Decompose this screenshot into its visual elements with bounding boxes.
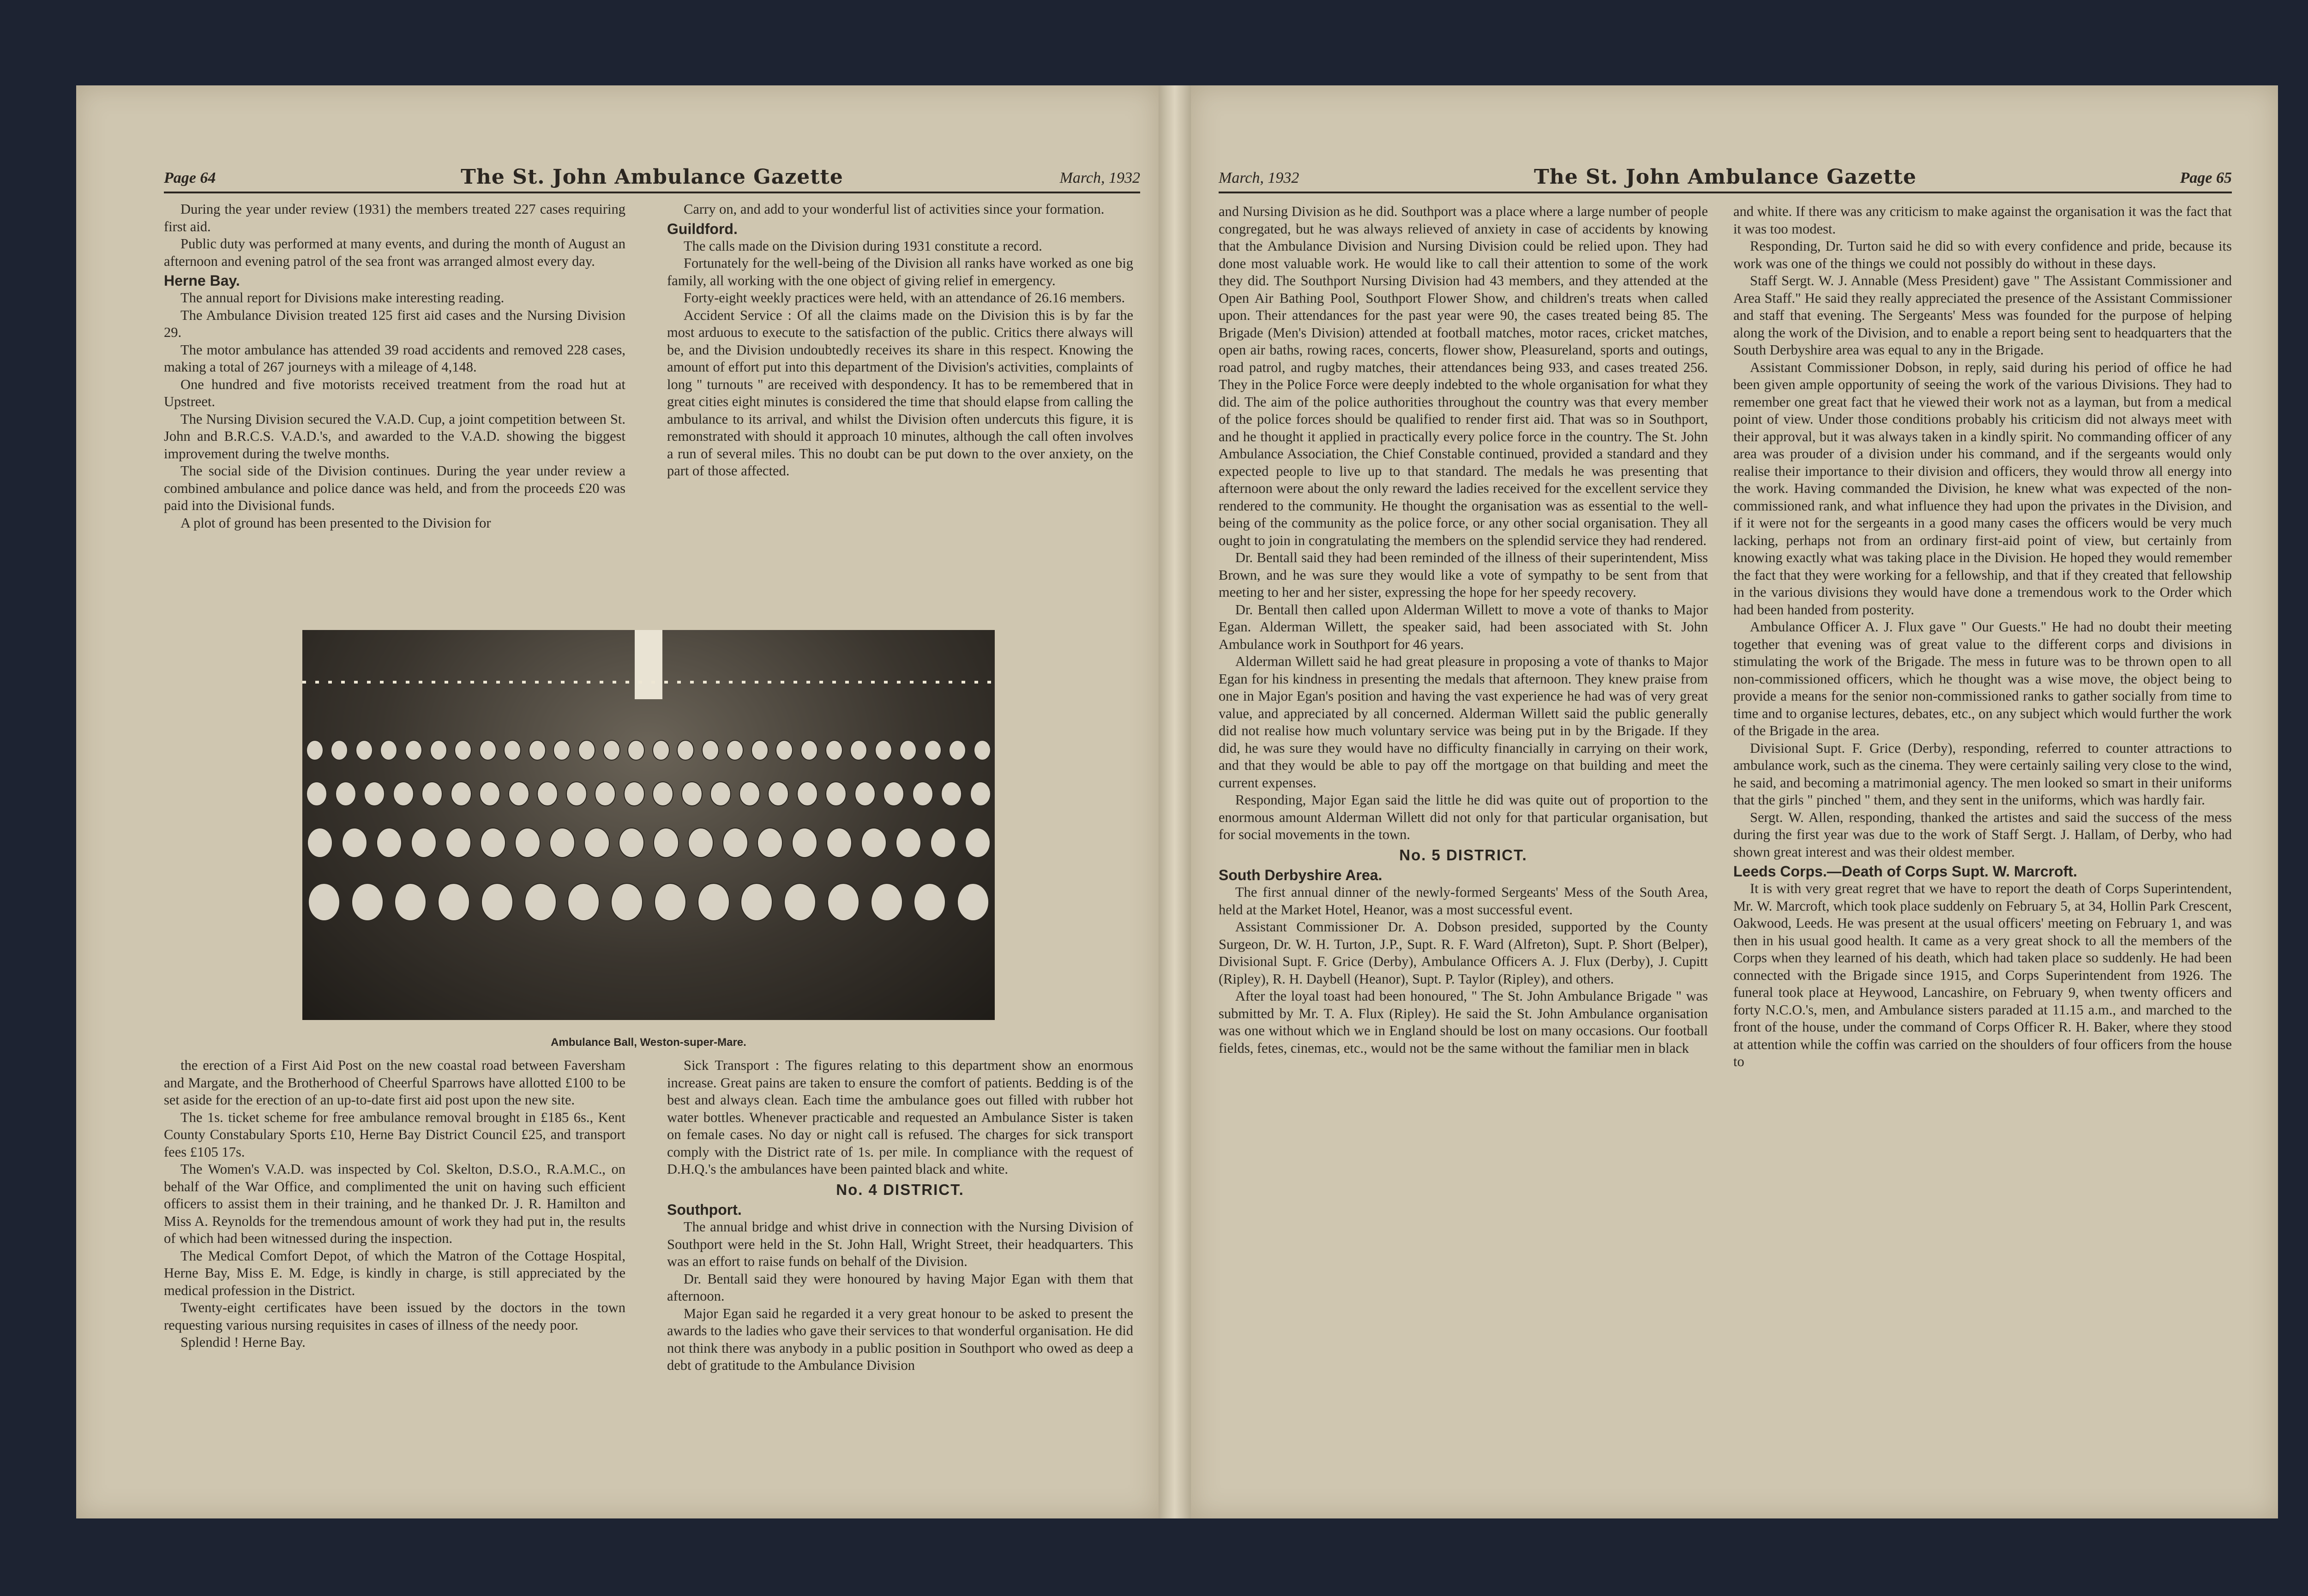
section-heading: South Derbyshire Area. [1219,867,1382,883]
page-number: Page 64 [164,169,216,186]
left-page [76,85,1159,1518]
paragraph: The social side of the Division continues. During the year under review a combined ambulance and police dance was held, and from the proceeds £20 was paid into the Divisional funds. [164,463,625,513]
paragraph: Sergt. W. Allen, responding, thanked the artistes and said the success of the mess during the first year was due to the work of Staff Sergt. J. Hallam, of Derby, who had shown great interest and was their oldest member. [1733,809,2232,860]
left-column-2-bottom [667,1057,1133,1374]
paragraph: Forty-eight weekly practices were held, with an attendance of 26.16 members. [684,290,1125,306]
paragraph: Splendid ! Herne Bay. [180,1334,306,1350]
right-page [1191,85,2278,1518]
issue-date: March, 1932 [1219,169,1299,186]
paragraph: The calls made on the Division during 1931 constitute a record. [684,238,1042,254]
left-column-1-bottom [164,1057,625,1351]
right-page-header [1219,150,2232,193]
paragraph: Major Egan said he regarded it a very great honour to be asked to present the awards to the ladies who gave their services to that wonderful organisation. He did not think there was anybody in a public position in Southport who owed as deep a debt of gratitude to the Ambulance Division [667,1305,1133,1373]
paragraph: Divisional Supt. F. Grice (Derby), responding, referred to counter attractions to ambulance work, such as the cinema. They were certainly sailing very close to the wind, he said, and becoming a matrimonial agency. The men looked so smart in their uniforms that the girls " pinched " them, and they sent in the uniforms, which was hardly fair. [1733,740,2232,808]
paragraph: Sick Transport : The figures relating to this department show an enormous increase. Great pains are taken to ensure the comfort of patients. Bedding is of the best and always clean. Each time the ambulance goes out filled with rubber hot water bottles. Whenever practicable and requested an Ambulance Sister is taken on female cases. No day or night call is refused. The charges for sick transport comply with the District rate of 1s. per mile. In compliance with the request of D.H.Q.'s the ambulances have been painted black and white. [667,1057,1133,1177]
section-heading: Guildford. [667,220,738,237]
district-heading: No. 5 DISTRICT. [1399,846,1527,864]
issue-date: March, 1932 [1059,169,1140,186]
paragraph: Responding, Dr. Turton said he did so with every confidence and pride, because its work was one of the things we could not possibly do without in these days. [1733,238,2232,271]
photo-caption: Ambulance Ball, Weston-super-Mare. [551,1036,746,1049]
paragraph: One hundred and five motorists received treatment from the road hut at Upstreet. [164,376,625,409]
paragraph: A plot of ground has been presented to the Division for [180,515,491,531]
paragraph: The Medical Comfort Depot, of which the Matron of the Cottage Hospital, Herne Bay, Miss E. M. Edge, is kindly in charge, is still appreciated by the medical profession in the District. [164,1248,625,1298]
paragraph: Ambulance Officer A. J. Flux gave " Our Guests." He had no doubt their meeting together that evening was of great value to the different corps and divisions in stimulating the work of the Brigade. The mess in future was to be thrown open to all non-commissioned officers, which he thought was a wise move, the object being to provide a means for the senior non-commissioned ranks to gather socially from time to time and to organise lectures, debates, etc., on any subject which would further the work of the Brigade in the area. [1733,619,2232,738]
paragraph: After the loyal toast had been honoured, " The St. John Ambulance Brigade " was submitted by Mr. T. A. Flux (Ripley). He said the St. John Ambulance organisation was one without which we in England should be lost on many occasions. Our football fields, fetes, cinemas, etc., would not be the same without the familiar men in black [1219,988,1708,1056]
masthead-title: The St. John Ambulance Gazette [1534,165,1917,189]
paragraph: and Nursing Division as he did. Southport was a place where a large number of people congregated, but he was always relieved of anxiety in case of accidents by knowing that the Ambulance Division and Nursing Division could be relied upon. They had done most valuable work. He would like to call their attention to some of the work they did. The Southport Nursing Division had 43 members, and they attended at the Open Air Bathing Pool, Southport Flower Show, and children's treats when called upon. Their attendances for the past year were 90, the cases treated being 85. The Brigade (Men's Division) attended at football matches, motor races, cricket matches, open air baths, rowing races, concerts, flower show, Pleasureland, sports and outings, road patrol, and rugby matches, their attendances being 933, and cases treated 256. They in the Police Force were deeply indebted to the whole organisation for what they did. The aim of the police authorities throughout the country was that every member of the police forces should be qualified to render first aid. That was so in Southport, and he thought it applied in practically every police force in the country. The St. John Ambulance Association, the Chief Constable continued, provided a standard and they expected people to live up to that standard. The medals he was presenting that afternoon were about the only reward the ladies received for the excellent service they rendered to the community. He thought the organisation was as essential to the well-being of the community as the police force, or any other social organisation. They all ought to join in congratulating the members on the splendid service they had rendered. [1219,204,1708,548]
ambulance-ball-photo [302,630,995,1020]
paragraph: The Women's V.A.D. was inspected by Col. Skelton, D.S.O., R.A.M.C., on behalf of the War Office, and complimented the unit on having such efficient officers to assist them in their training, and he thanked Dr. J. R. Hamilton and Miss A. Reynolds for the tremendous amount of work they had put in, the results of which had been witnessed during the inspection. [164,1161,625,1246]
paragraph: The Ambulance Division treated 125 first aid cases and the Nursing Division 29. [164,307,625,340]
paragraph: Assistant Commissioner Dr. A. Dobson presided, supported by the County Surgeon, Dr. W. H. Turton, J.P., Supt. R. F. Ward (Alfreton), Supt. P. Short (Belper), Divisional Supt. F. Grice (Derby), Ambulance Officers A. J. Flux (Derby), J. Cupitt (Ripley), R. H. Daybell (Heanor), Supt. P. Taylor (Ripley), and others. [1219,919,1708,987]
masthead-title: The St. John Ambulance Gazette [461,165,843,189]
paragraph: Assistant Commissioner Dobson, in reply, said during his period of office he had been given ample opportunity of seeing the work of the various Divisions. They had to remember one great fact that he viewed their work not as a layman, but from a medical point of view. Under those conditions probably his criticism did not always meet with their approval, but it was always taken in a kindly spirit. No commanding officer of any area was prouder of a division under his command, and if the sergeants would only realise their importance to their division and officers, they would throw all energy into the work. Having commanded the Division, he knew what was expected of the non-commissioned rank, and what influence they had upon the privates in the Division, and if it were not for the sergeants in a good many cases the officers would be very much lacking, perhaps not from an ordinary first-aid point of view, but certainly from knowing exactly what was taking place in the Division. He hoped they would remember the fact that they were working for a fellowship, and that if they created that fellowship in the various divisions they would have done a tremendous work to the Order which had been handed from posterity. [1733,359,2232,618]
section-heading: Southport. [667,1201,742,1218]
paragraph: The motor ambulance has attended 39 road accidents and removed 228 cases, making a total of 267 journeys with a mileage of 4,148. [164,342,625,375]
left-column-1-top [164,201,625,532]
paragraph: Staff Sergt. W. J. Annable (Mess President) gave " The Assistant Commissioner and Area Staff." He said they really appreciated the presence of the Assistant Commissioner and staff that evening. The Sergeants' Mess was founded for the purpose of helping along the work of the Division, and to enable a report being sent to headquarters that the South Derbyshire area was equal to any in the Brigade. [1733,273,2232,358]
paragraph: Public duty was performed at many events, and during the month of August an afternoon and evening patrol of the sea front was arranged almost every day. [164,236,625,269]
right-column-1 [1219,203,1708,1057]
section-heading: Leeds Corps.—Death of Corps Supt. W. Marcroft. [1733,863,2077,880]
left-column-2-top [667,201,1133,480]
district-heading: No. 4 DISTRICT. [836,1181,964,1198]
paragraph: Carry on, and add to your wonderful list of activities since your formation. [684,201,1105,217]
right-column-2 [1733,203,2232,1071]
page-number: Page 65 [2180,169,2232,186]
paragraph: The annual report for Divisions make interesting reading. [180,290,505,306]
paragraph: Dr. Bentall then called upon Alderman Willett to move a vote of thanks to Major Egan. Alderman Willett, the speaker said, had been associated with St. John Ambulance work in Southport for 46 years. [1219,601,1708,652]
section-heading: Herne Bay. [164,272,240,289]
paragraph: The Nursing Division secured the V.A.D. Cup, a joint competition between St. John and B.R.C.S. V.A.D.'s, and awarded to the V.A.D. showing the biggest improvement during the twelve months. [164,411,625,462]
paragraph: During the year under review (1931) the members treated 227 cases requiring first aid. [164,201,625,234]
paragraph: Responding, Major Egan said the little he did was quite out of proportion to the enormous amount Alderman Willett did not only for that particular organisation, but for social movements in the town. [1219,792,1708,842]
paragraph: the erection of a First Aid Post on the new coastal road between Faversham and Margate, and the Brotherhood of Cheerful Sparrows have allotted £100 to be set aside for the erection of an up-to-date first aid post upon the new site. [164,1057,625,1108]
book-gutter [1154,85,1196,1518]
paragraph: Dr. Bentall said they had been reminded of the illness of their superintendent, Miss Brown, and he was sure they would like a vote of sympathy to be sent from that meeting to her and her sister, expressing the hope for her speedy recovery. [1219,550,1708,600]
paragraph: Alderman Willett said he had great pleasure in proposing a vote of thanks to Major Egan for his kindness in presenting the medals that afternoon. They knew praise from one in Major Egan's position and having the vast experience he had was of very great value, and appreciated by all concerned. Alderman Willett said the public generally did not realise how much voluntary service was being put in by the Brigade. If they did, he was sure they would have no difficulty financially in carrying on their work, and that they would be able to pay off the mortgage on that building and meet the current expenses. [1219,654,1708,791]
paragraph: Dr. Bentall said they were honoured by having Major Egan with them that afternoon. [667,1271,1133,1304]
paragraph: and white. If there was any criticism to make against the organisation it was the fact that it was too modest. [1733,204,2232,237]
paragraph: Fortunately for the well-being of the Division all ranks have worked as one big family, all working with the one object of giving relief in emergency. [667,255,1133,288]
paragraph: The first annual dinner of the newly-formed Sergeants' Mess of the South Area, held at the Market Hotel, Heanor, was a most successful event. [1219,884,1708,918]
left-page-header [164,150,1140,193]
paragraph: The 1s. ticket scheme for free ambulance removal brought in £185 6s., Kent County Constabulary Sports £10, Herne Bay District Council £25, and transport fees £105 17s. [164,1109,625,1160]
paragraph: The annual bridge and whist drive in connection with the Nursing Division of Southport were held in the St. John Hall, Wright Street, their headquarters. This was an effort to raise funds on behalf of the Division. [667,1219,1133,1269]
paragraph: It is with very great regret that we have to report the death of Corps Superintendent, Mr. W. Marcroft, which took place suddenly on February 5, at 34, Hollin Park Crescent, Oakwood, Leeds. He was present at the usual officers' meeting on February 1, and was then in his usual good health. It came as a very great shock to all the members of the Corps when they learned of his death, which had taken place so suddenly. He had been connected with the Brigade since 1915, and Corps Superintendent from 1926. The funeral took place at Heywood, Lancashire, on February 9, when twenty officers and forty N.C.O.'s, men, and Ambulance sisters paraded at 11.15 a.m., and marched to the front of the house, under the command of Corps Officer R. H. Baker, where they stood at attention while the coffin was carried on the shoulders of four officers from the house to [1733,881,2232,1069]
paragraph: Accident Service : Of all the claims made on the Division this is by far the most arduous to execute to the satisfaction of the public. Critics there always will be, and the Division undoubtedly receives its share in this respect. Knowing the amount of effort put into this department of the Division's activities, complaints of long " turnouts " are received with despondency. It has to be remembered that in great cities eight minutes is considered the time that should elapse from calling the ambulance to its arrival, and whilst the Division often undercuts this figure, it is remonstrated with should it approach 10 minutes, although the call often involves a run of several miles. This no doubt can be put down to the over anxiety, on the part of those affected. [667,307,1133,479]
paragraph: Twenty-eight certificates have been issued by the doctors in the town requesting various nursing requisites in cases of illness of the needy poor. [164,1300,625,1333]
